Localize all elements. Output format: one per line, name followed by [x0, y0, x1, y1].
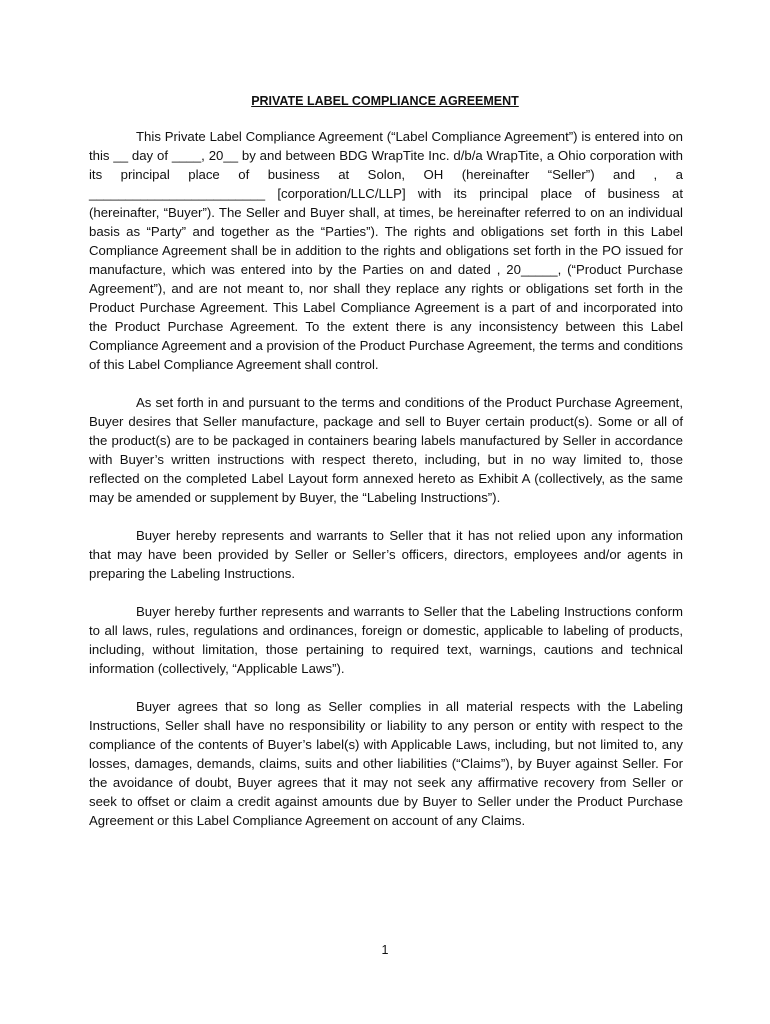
paragraph-labeling-instructions: As set forth in and pursuant to the terms and conditions of the Product Purchase Agreement, Buyer desires that Seller manufacture, package and sell to Buyer certain product(s). Some or all of the product(s) are to be packaged in containers bearing labels manufactured by Seller in accordance with Buyer’s written instructions with respect thereto, including, but in no way limited to, those reflected on the completed Label Layout form annexed hereto as Exhibit A (collectively, as the same may be amended or supplement by Buyer, the “Labeling Instructions”).	[89, 395, 683, 505]
document-body	[89, 127, 683, 849]
paragraph-intro: This Private Label Compliance Agreement (“Label Compliance Agreement”) is entered into on this __ day of ____, 20__ by and between BDG WrapTite Inc. d/b/a WrapTite, a Ohio corporation with its principal place of business at Solon, OH (hereinafter “Seller”) and , a ________________________ [corporation/LLC/LLP] with its principal place of business at (hereinafter, “Buyer”). The Seller and Buyer shall, at times, be hereinafter referred to on an individual basis as “Party” and together as the “Parties”). The rights and obligations set forth in this Label Compliance Agreement shall be in addition to the rights and obligations set forth in the PO issued for manufacture, which was entered into by the Parties on and dated , 20_____, (“Product Purchase Agreement”), and are not meant to, nor shall they replace any rights or obligations set forth in the Product Purchase Agreement. This Label Compliance Agreement is a part of and incorporated into the Product Purchase Agreement. To the extent there is any inconsistency between this Label Compliance Agreement and a provision of the Product Purchase Agreement, the terms and conditions of this Label Compliance Agreement shall control.	[89, 129, 683, 372]
document-title: PRIVATE LABEL COMPLIANCE AGREEMENT	[251, 94, 519, 108]
paragraph-seller-liability: Buyer agrees that so long as Seller complies in all material respects with the Labeling Instructions, Seller shall have no responsibility or liability to any person or entity with respect to the compliance of the contents of Buyer’s label(s) with Applicable Laws, including, but not limited to, any losses, damages, demands, claims, suits and other liabilities (“Claims”), by Buyer against Seller. For the avoidance of doubt, Buyer agrees that it may not seek any affirmative recovery from Seller or seek to offset or claim a credit against amounts due by Buyer to Seller under the Product Purchase Agreement or this Label Compliance Agreement on account of any Claims.	[89, 699, 683, 828]
paragraph-buyer-no-reliance: Buyer hereby represents and warrants to Seller that it has not relied upon any information that may have been provided by Seller or Seller’s officers, directors, employees and/or agents in preparing the Labeling Instructions.	[89, 528, 683, 581]
paragraph-buyer-warranty: Buyer hereby further represents and warrants to Seller that the Labeling Instructions conform to all laws, rules, regulations and ordinances, foreign or domestic, applicable to labeling of products, including, without limitation, those pertaining to required text, warnings, cautions and technical information (collectively, “Applicable Laws”).	[89, 604, 683, 676]
page-number: 1	[381, 943, 389, 957]
